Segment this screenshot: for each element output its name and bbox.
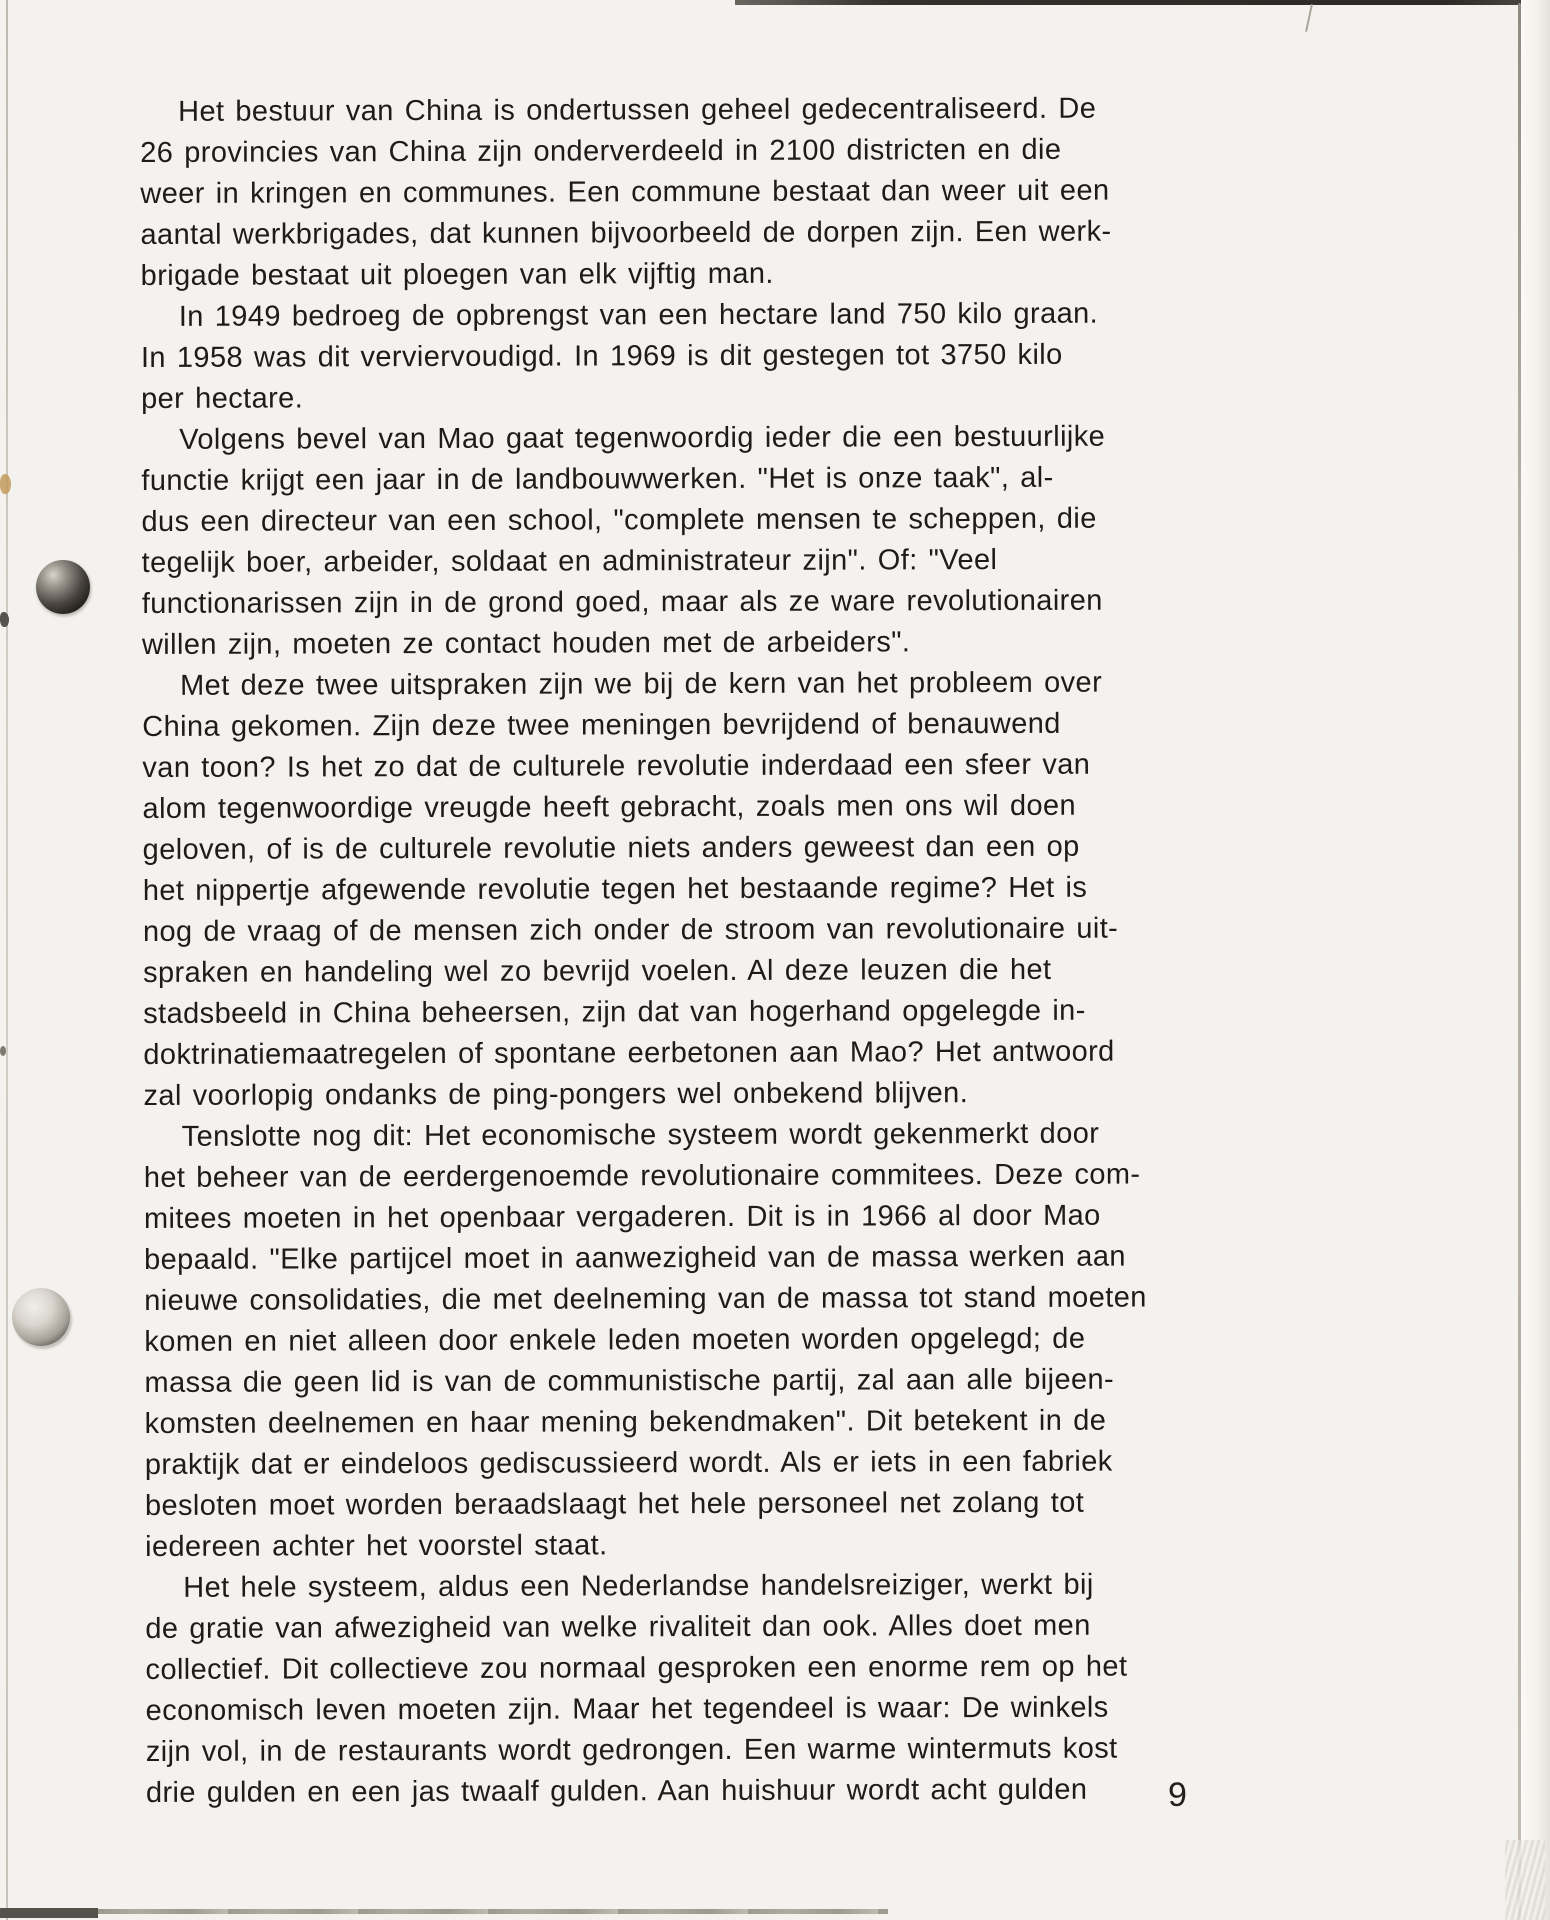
text-line: het beheer van de eerdergenoemde revolutionaire commitees. Deze com- xyxy=(143,1158,1141,1194)
paragraph-economic-system xyxy=(144,1113,1156,1568)
text-line: zal voorlopig ondanks de ping-pongers wel onbekend blijven. xyxy=(143,1077,969,1112)
text-line: weer in kringen en communes. Een commune bestaat dan weer uit een xyxy=(140,174,1110,210)
page-left-edge-line xyxy=(6,0,8,1920)
text-line: Volgens bevel van Mao gaat tegenwoordig ieder die een bestuurlijke xyxy=(179,420,1106,456)
small-edge-speck xyxy=(0,1046,6,1056)
text-line: In 1949 bedroeg de opbrengst van een hectare land 750 kilo graan. xyxy=(178,297,1099,333)
bottom-edge-light-segment xyxy=(98,1909,888,1914)
text-line: dus een directeur van een school, "complete mensen te scheppen, die xyxy=(141,502,1097,538)
text-line: Tenslotte nog dit: Het economische systeem wordt gekenmerkt door xyxy=(181,1117,1100,1153)
text-line: China gekomen. Zijn deze twee meningen bevrijdend of benauwend xyxy=(142,707,1061,743)
text-line: Met deze twee uitspraken zijn we bij de kern van het probleem over xyxy=(180,666,1103,702)
text-line: iedereen achter het voorstel staat. xyxy=(145,1529,608,1563)
text-line: spraken en handeling wel zo bevrijd voelen. Al deze leuzen die het xyxy=(143,953,1052,989)
page-stack-lines-bottom-right xyxy=(1505,1840,1545,1920)
paragraph-mao-order xyxy=(141,416,1152,666)
page-number: 9 xyxy=(1168,1776,1187,1814)
text-line: van toon? Is het zo dat de culturele revolutie inderdaad een sfeer van xyxy=(142,748,1091,784)
text-line: komsten deelnemen en haar mening bekendmaken". Dit betekent in de xyxy=(144,1404,1107,1440)
text-line: de gratie van afwezigheid van welke rivaliteit dan ook. Alles doet men xyxy=(145,1609,1091,1645)
paragraph-cultural-revolution xyxy=(142,662,1154,1117)
page-top-edge-shadow xyxy=(735,0,1525,5)
text-line: brigade bestaat uit ploegen van elk vijftig man. xyxy=(140,257,774,292)
text-line: alom tegenwoordige vreugde heeft gebracht, zoals men ons wil doen xyxy=(142,789,1077,825)
text-line: collectief. Dit collectieve zou normaal gesproken een enorme rem op het xyxy=(145,1650,1128,1686)
text-line: functie krijgt een jaar in de landbouwwerken. "Het is onze taak", al- xyxy=(141,461,1054,497)
bottom-edge-dark-segment xyxy=(0,1908,98,1918)
text-line: willen zijn, moeten ze contact houden met de arbeiders". xyxy=(141,626,911,661)
text-line: stadsbeeld in China beheersen, zijn dat van hogerhand opgelegde in- xyxy=(143,994,1086,1030)
dark-edge-speck xyxy=(0,612,9,627)
text-line: functionarissen zijn in de grond goed, maar als ze ware revolutionairen xyxy=(141,584,1103,620)
text-line: 26 provincies van China zijn onderverdeeld in 2100 districten en die xyxy=(140,133,1062,169)
text-line: mitees moeten in het openbaar vergaderen. Dit is in 1966 al door Mao xyxy=(143,1199,1101,1235)
text-line: drie gulden en een jas twaalf gulden. Aan huishuur wordt acht gulden xyxy=(145,1773,1088,1809)
text-line: Het bestuur van China is ondertussen geheel gedecentraliseerd. De xyxy=(178,92,1097,128)
binding-fastener-blob-bottom xyxy=(12,1288,70,1346)
text-line: doktrinatiemaatregelen of spontane eerbetonen aan Mao? Het antwoord xyxy=(143,1035,1115,1071)
text-line: aantal werkbrigades, dat kunnen bijvoorbeeld de dorpen zijn. Een werk- xyxy=(140,215,1112,251)
text-line: Het hele systeem, aldus een Nederlandse handelsreiziger, werkt bij xyxy=(183,1568,1094,1604)
paper-stain-speck xyxy=(0,474,11,494)
text-line: massa die geen lid is van de communistische partij, zal aan alle bijeen- xyxy=(144,1363,1115,1399)
text-line: nieuwe consolidaties, die met deelneming van de massa tot stand moeten xyxy=(144,1281,1147,1317)
paragraph-governance xyxy=(140,88,1151,297)
text-line: praktijk dat er eindeloos gediscussieerd wordt. Als er iets in een fabriek xyxy=(144,1445,1113,1481)
text-line: komen en niet alleen door enkele leden moeten worden opgelegd; de xyxy=(144,1322,1086,1358)
paper-crease-mark xyxy=(1305,4,1313,32)
text-line: economisch leven moeten zijn. Maar het tegendeel is waar: De winkels xyxy=(145,1691,1109,1727)
text-line: zijn vol, in de restaurants wordt gedrongen. Een warme wintermuts kost xyxy=(145,1732,1118,1768)
text-line: bepaald. "Elke partijcel moet in aanwezigheid van de massa werken aan xyxy=(144,1240,1126,1276)
paragraph-collective-life xyxy=(145,1564,1156,1814)
text-line: per hectare. xyxy=(141,382,304,415)
text-line: In 1958 was dit verviervoudigd. In 1969 is dit gestegen tot 3750 kilo xyxy=(140,338,1063,374)
text-line: het nippertje afgewende revolutie tegen het bestaande regime? Het is xyxy=(142,871,1088,907)
book-page-stack-edge xyxy=(1521,0,1550,1920)
binding-hole-blob-top xyxy=(36,560,90,614)
text-line: tegelijk boer, arbeider, soldaat en administrateur zijn". Of: "Veel xyxy=(141,544,998,579)
paragraph-harvest xyxy=(141,293,1151,420)
text-line: geloven, of is de culturele revolutie niets anders geweest dan een op xyxy=(142,830,1080,866)
page-text-block xyxy=(140,88,1156,1814)
text-line: besloten moet worden beraadslaagt het hele personeel net zolang tot xyxy=(144,1486,1085,1522)
page-right-edge-line xyxy=(1518,3,1521,1920)
text-line: nog de vraag of de mensen zich onder de stroom van revolutionaire uit- xyxy=(142,912,1119,948)
